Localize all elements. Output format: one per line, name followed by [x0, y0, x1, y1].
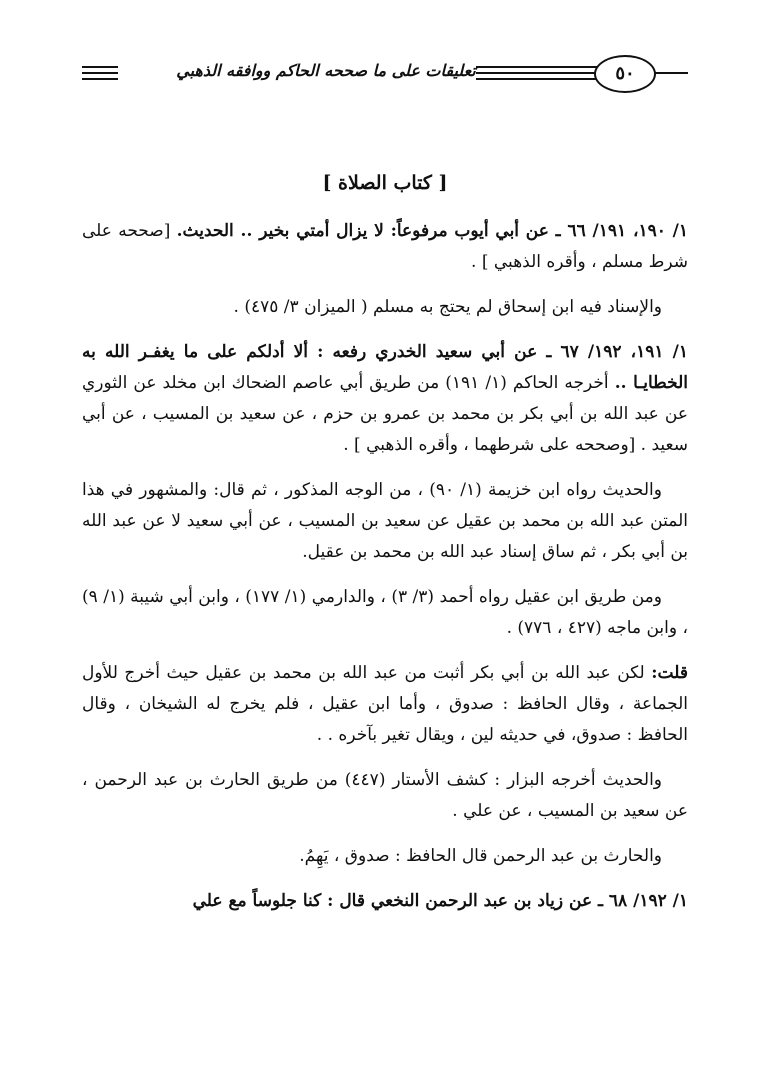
header-rule: [82, 78, 118, 80]
paragraph: [82, 582, 688, 644]
chapter-title: [ كتاب الصلاة ]: [322, 172, 448, 194]
header-rule: [82, 72, 118, 74]
hadith-lead: ١/ ١٩٠، ١٩١/ ٦٦ ـ عن أبي أيوب مرفوعاً: لا يزال أمتي بخير .. الحديث.: [176, 221, 688, 241]
hadith-lead: ١/ ١٩١، ١٩٢/ ٦٧ ـ عن أبي سعيد الخدري رفعه : ألا أدلكم على ما يغفـر الله به الخطايـا ..: [82, 342, 688, 393]
paragraph-text: ومن طريق ابن عقيل رواه أحمد (٣/ ٣) ، والدارمي (١/ ١٧٧) ، وابن أبي شيبة (١/ ٩) ، وابن ماجه (٤٢٧ ، ٧٧٦) .: [82, 587, 688, 638]
paragraph: [82, 337, 688, 461]
header-rule: [652, 72, 688, 74]
paragraph-text: والحارث بن عبد الرحمن قال الحافظ : صدوق ، يَهِمُ.: [299, 846, 662, 866]
header-rule: [82, 66, 118, 68]
paragraph-text: أخرجه الحاكم (١/ ١٩١) من طريق أبي عاصم الضحاك ابن مخلد عن الثوري عن عبد الله بن أبي بكر بن محمد بن عمرو بن حزم ، عن سعيد بن المسيب ، عن أبي سعيد . [وصححه على شرطهما ، وأقره الذهبي ] .: [82, 373, 688, 455]
paragraph: [82, 886, 688, 917]
paragraph-text: [صححه على شرط مسلم ، وأقره الذهبي ] .: [82, 221, 688, 272]
running-header: [82, 52, 688, 96]
paragraph: [82, 292, 688, 323]
page-number: ٥٠: [594, 55, 656, 93]
running-header-title: تعليقات على ما صححه الحاكم ووافقه الذهبي: [176, 58, 476, 84]
paragraph: [82, 216, 688, 278]
body-text: [82, 168, 688, 931]
paragraph: [82, 765, 688, 827]
paragraph: [82, 658, 688, 751]
note-lead: قلت:: [651, 663, 688, 683]
paragraph: [82, 841, 688, 872]
paragraph-text: والحديث رواه ابن خزيمة (١/ ٩٠) ، من الوجه المذكور ، ثم قال: والمشهور في هذا المتن عبد الله بن محمد بن عقيل عن سعيد بن المسيب ، عن أبي سعيد لا عن عبد الله بن أبي بكر ، ثم ساق إسناد عبد الله بن محمد بن عقيل.: [82, 480, 688, 562]
paragraph-text: لكن عبد الله بن أبي بكر أثبت من عبد الله بن محمد بن عقيل حيث أخرج للأول الجماعة ، وقال الحافظ : صدوق ، وأما ابن عقيل ، فلم يخرج له الشيخان ، وقال الحافظ : صدوق، في حديثه لين ، ويقال تغير بآخره . .: [82, 663, 688, 745]
paragraph-text: والإسناد فيه ابن إسحاق لم يحتج به مسلم ( الميزان ٣/ ٤٧٥) .: [233, 297, 662, 317]
hadith-lead: ١/ ١٩٢/ ٦٨ ـ عن زياد بن عبد الرحمن النخعي قال : كنا جلوساً مع علي: [192, 891, 688, 911]
paragraph: [82, 475, 688, 568]
paragraph-text: والحديث أخرجه البزار : كشف الأستار (٤٤٧) من طريق الحارث بن عبد الرحمن ، عن سعيد بن المسيب ، عن علي .: [82, 770, 688, 821]
